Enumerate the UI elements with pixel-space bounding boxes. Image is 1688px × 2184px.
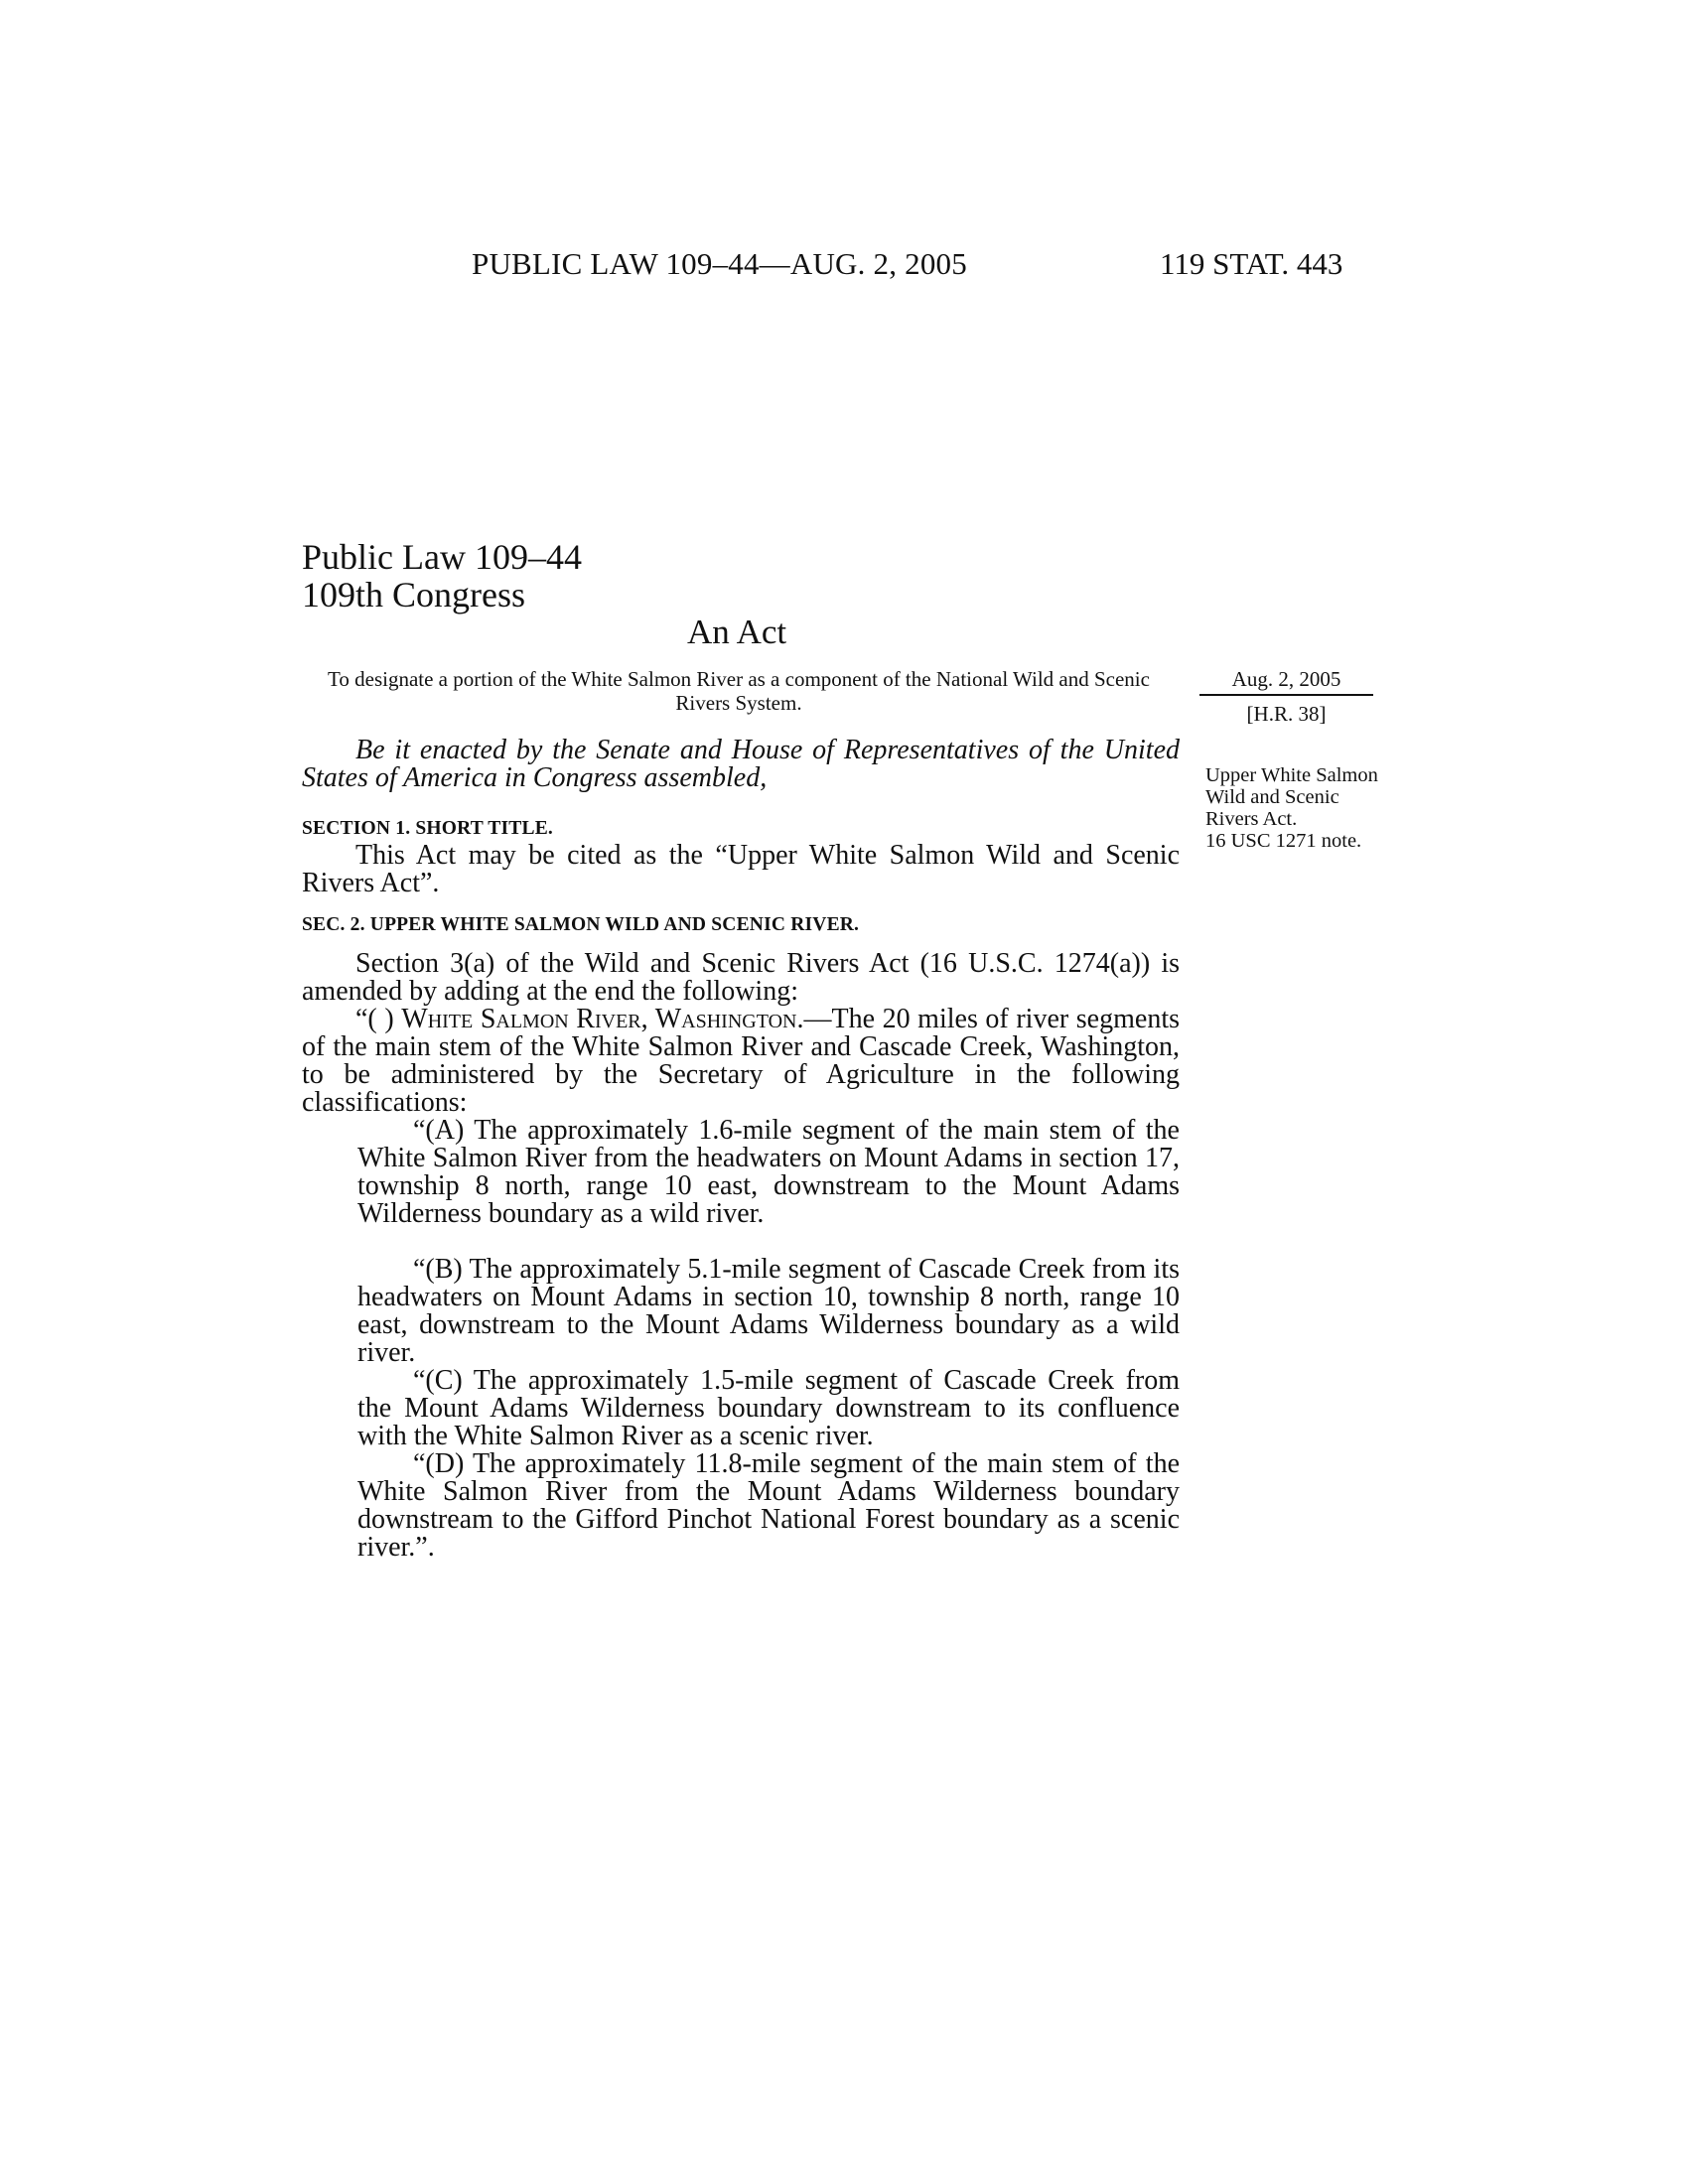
act-purpose: To designate a portion of the White Salmon River as a component of the National Wild and Scenic Rivers System. [328, 667, 1150, 715]
designation-caption: White Salmon River, Washington. [401, 1004, 804, 1034]
paragraph-d: “(D) The approximately 11.8-mile segment of the main stem of the White Salmon River from the Mount Adams Wilderness boundary downstream to the Gifford Pinchot National Forest boundary as a scenic river.”. [357, 1448, 1180, 1563]
congress-number: 109th Congress [302, 575, 525, 614]
running-head: PUBLIC LAW 109–44—AUG. 2, 2005 [472, 246, 967, 281]
section-2-intro: Section 3(a) of the Wild and Scenic Rivers Act (16 U.S.C. 1274(a)) is amended by adding at the end the following: [302, 948, 1180, 1007]
designation-text: —The 20 miles of river segments of the main stem of the White Salmon River and Cascade Creek, Washington, to be administered by the Secretary of Agriculture in the following classifications: [302, 1004, 1180, 1118]
usc-note: 16 USC 1271 note. [1205, 830, 1362, 852]
enacting-clause: Be it enacted by the Senate and House of Representatives of the United States of America in Congress assembled, [302, 735, 1180, 793]
margin-note-date: Aug. 2, 2005 [1199, 667, 1373, 696]
paragraph-c: “(C) The approximately 1.5-mile segment of Cascade Creek from the Mount Adams Wilderness boundary downstream to its confluence with the White Salmon River as a scenic river. [357, 1365, 1180, 1451]
paragraph-b: “(B) The approximately 5.1-mile segment of Cascade Creek from its headwaters on Mount Adams in section 10, township 8 north, range 10 east, downstream to the Mount Adams Wilderness boundary as a wild river. [357, 1254, 1180, 1368]
margin-note-bill-number: [H.R. 38] [1246, 702, 1327, 726]
margin-note-short-title [1205, 764, 1384, 852]
section-2-heading: SEC. 2. UPPER WHITE SALMON WILD AND SCENIC RIVER. [302, 914, 860, 935]
paragraph-a: “(A) The approximately 1.6-mile segment of the main stem of the White Salmon River from the headwaters on Mount Adams in section 17, township 8 north, range 10 east, downstream to the Mount Adams Wilderness boundary as a wild river. [357, 1115, 1180, 1229]
section-1-heading: SECTION 1. SHORT TITLE. [302, 818, 553, 839]
designation-prefix: “( ) [355, 1004, 402, 1034]
an-act-heading: An Act [687, 613, 787, 651]
short-title-note: Upper White Salmon Wild and Scenic Rivers Act. [1205, 764, 1378, 830]
public-law-number: Public Law 109–44 [302, 537, 582, 577]
white-salmon-designation [302, 1006, 1180, 1117]
statute-page-reference: 119 STAT. 443 [1160, 246, 1343, 281]
section-1-text: This Act may be cited as the “Upper White Salmon Wild and Scenic Rivers Act”. [302, 840, 1180, 898]
